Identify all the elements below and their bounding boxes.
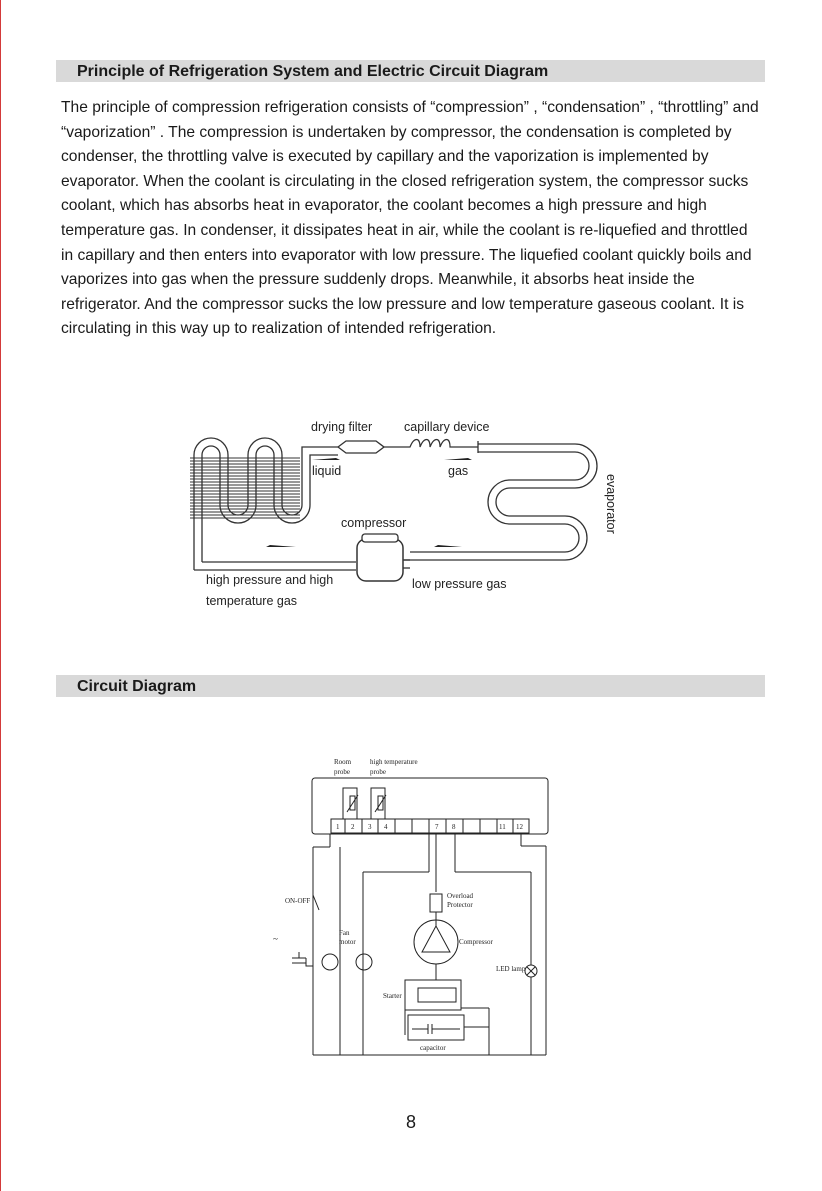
terminal-1: 1	[336, 823, 340, 831]
on-off-switch	[313, 895, 319, 910]
terminal-3: 3	[368, 823, 372, 831]
gas-label: gas	[448, 464, 469, 478]
circuit-section-title: Circuit Diagram	[56, 675, 765, 697]
terminal-4: 4	[384, 823, 388, 831]
fan-motor-1	[322, 954, 338, 970]
capacitor-box	[408, 1015, 464, 1040]
fan-motor-label-2: motor	[339, 938, 356, 946]
fan-motor-label-1: Fan	[339, 929, 350, 937]
terminal-8: 8	[452, 823, 456, 831]
terminal-7: 7	[435, 823, 439, 831]
overload-label-2: Protector	[447, 901, 473, 909]
overload-protector	[430, 894, 442, 912]
fan-motor-2	[356, 954, 372, 970]
terminal-11: 11	[499, 823, 506, 831]
page-number: 8	[405, 1112, 416, 1132]
high-pressure-label-1: high pressure and high	[206, 573, 334, 587]
compressor-circuit-label: Compressor	[459, 938, 493, 946]
high-temp-probe-label-1: high temperature	[370, 758, 418, 766]
liquid-label: liquid	[312, 464, 342, 478]
overload-label-1: Overload	[447, 892, 474, 900]
terminal-2: 2	[351, 823, 355, 831]
principle-paragraph: The principle of compression refrigeration consists of “compression” , “condensation” , “throttling” and “vaporization” . The compression is undertaken by compressor, the condensation is completed by condenser, the throttling valve is executed by capillary and the vaporization is implemented by evaporator. When the coolant is circulating in the closed refrigeration system, the compressor sucks coolant, which has absorbs heat in evaporator, the coolant becomes a high pressure and high temperature gas. In condenser, it dissipates heat in air, while the coolant is re-liquefied and throttled in capillary and then enters into evaporator with low pressure. The liquefied coolant quickly boils and vaporizes into gas when the pressure suddenly drops. Meanwhile, it absorbs heat inside the refrigerator. And the compressor sucks the low pressure and low temperature gaseous coolant. It is circulating in this way up to realization of intended refrigeration.	[61, 99, 759, 338]
starter-label: Starter	[383, 992, 402, 1000]
led-lamp-label: LED lamp	[496, 965, 526, 973]
drying-filter-label: drying filter	[311, 420, 373, 434]
room-probe-label-2: probe	[334, 768, 350, 776]
ac-symbol: ~	[273, 934, 278, 944]
room-probe-label-1: Room	[334, 758, 352, 766]
capillary-device-label: capillary device	[404, 420, 490, 434]
capacitor-label: capacitor	[420, 1044, 446, 1052]
principle-section-title: Principle of Refrigeration System and Electric Circuit Diagram	[56, 60, 765, 82]
power-plug	[292, 952, 313, 966]
high-pressure-label-2: temperature gas	[206, 594, 298, 608]
starter	[405, 980, 461, 1010]
high-temp-probe-label-2: probe	[370, 768, 386, 776]
terminal-12: 12	[516, 823, 523, 831]
low-pressure-gas-label: low pressure gas	[412, 577, 507, 591]
on-off-label: ON-OFF	[285, 897, 311, 905]
evaporator-label: evaporator	[604, 474, 618, 534]
compressor-label: compressor	[341, 516, 407, 530]
